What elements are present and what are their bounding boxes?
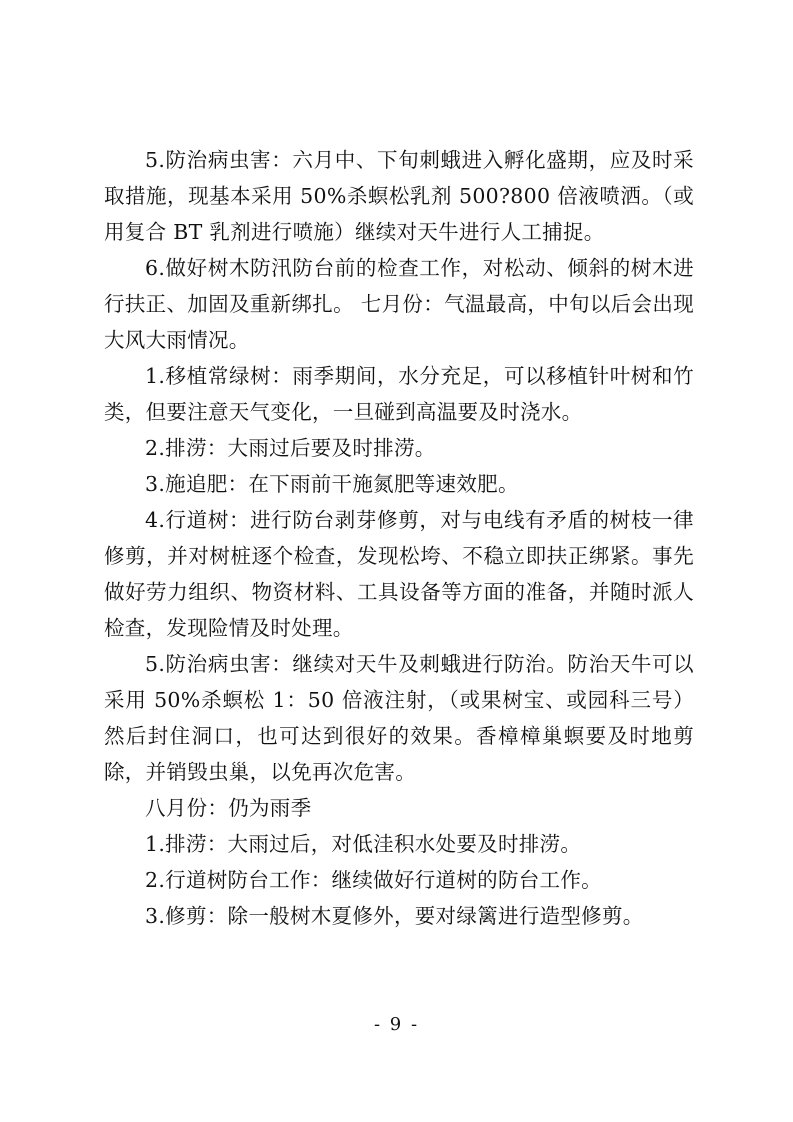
paragraph-drainage: 2.排涝：大雨过后要及时排涝。: [145, 436, 436, 460]
paragraph-august-pruning: 3.修剪：除一般树木夏修外，要对绿篱进行造型修剪。: [145, 904, 644, 928]
page-number: - 9 -: [373, 1014, 420, 1035]
paragraph-august-street-trees: 2.行道树防台工作：继续做好行道树的防台工作。: [145, 868, 602, 892]
paragraph-august-drainage: 1.排涝：大雨过后，对低洼积水处要及时排涝。: [145, 832, 582, 856]
paragraph-transplant-evergreen: 1.移植常绿树：雨季期间，水分充足，可以移植针叶树和竹类，但要注意天气变化，一旦碰到高温要及时浇水。: [104, 364, 694, 424]
paragraph-street-trees: 4.行道树：进行防台剥芽修剪，对与电线有矛盾的树枝一律修剪，并对树桩逐个检查，发现松垮、不稳立即扶正绑紧。事先做好劳力组织、物资材料、工具设备等方面的准备，并随时派人检查，发现险情及时处理。: [104, 508, 694, 640]
paragraph-august-heading: 八月份：仍为雨季: [145, 796, 312, 820]
paragraph-top-dressing: 3.施追肥：在下雨前干施氮肥等速效肥。: [145, 472, 519, 496]
paragraph-flood-typhoon-check: 6.做好树木防汛防台前的检查工作，对松动、倾斜的树木进行扶正、加固及重新绑扎。 七月份：气温最高，中旬以后会出现大风大雨情况。: [104, 256, 694, 352]
paragraph-june-pest-control: 5.防治病虫害：六月中、下旬刺蛾进入孵化盛期，应及时采取措施，现基本采用 50%杀螟松乳剂 500?800 倍液喷洒。（或用复合 BT 乳剂进行喷施）继续对天牛进行人工捕捉。: [104, 148, 694, 244]
document-body: [104, 142, 694, 934]
paragraph-july-pest-control: 5.防治病虫害：继续对天牛及刺蛾进行防治。防治天牛可以采用 50%杀螟松 1：50 倍液注射，（或果树宝、或园科三号）然后封住洞口，也可达到很好的效果。香樟樟巢螟要及时地剪除，并销毁虫巢，以免再次危害。: [104, 652, 694, 784]
